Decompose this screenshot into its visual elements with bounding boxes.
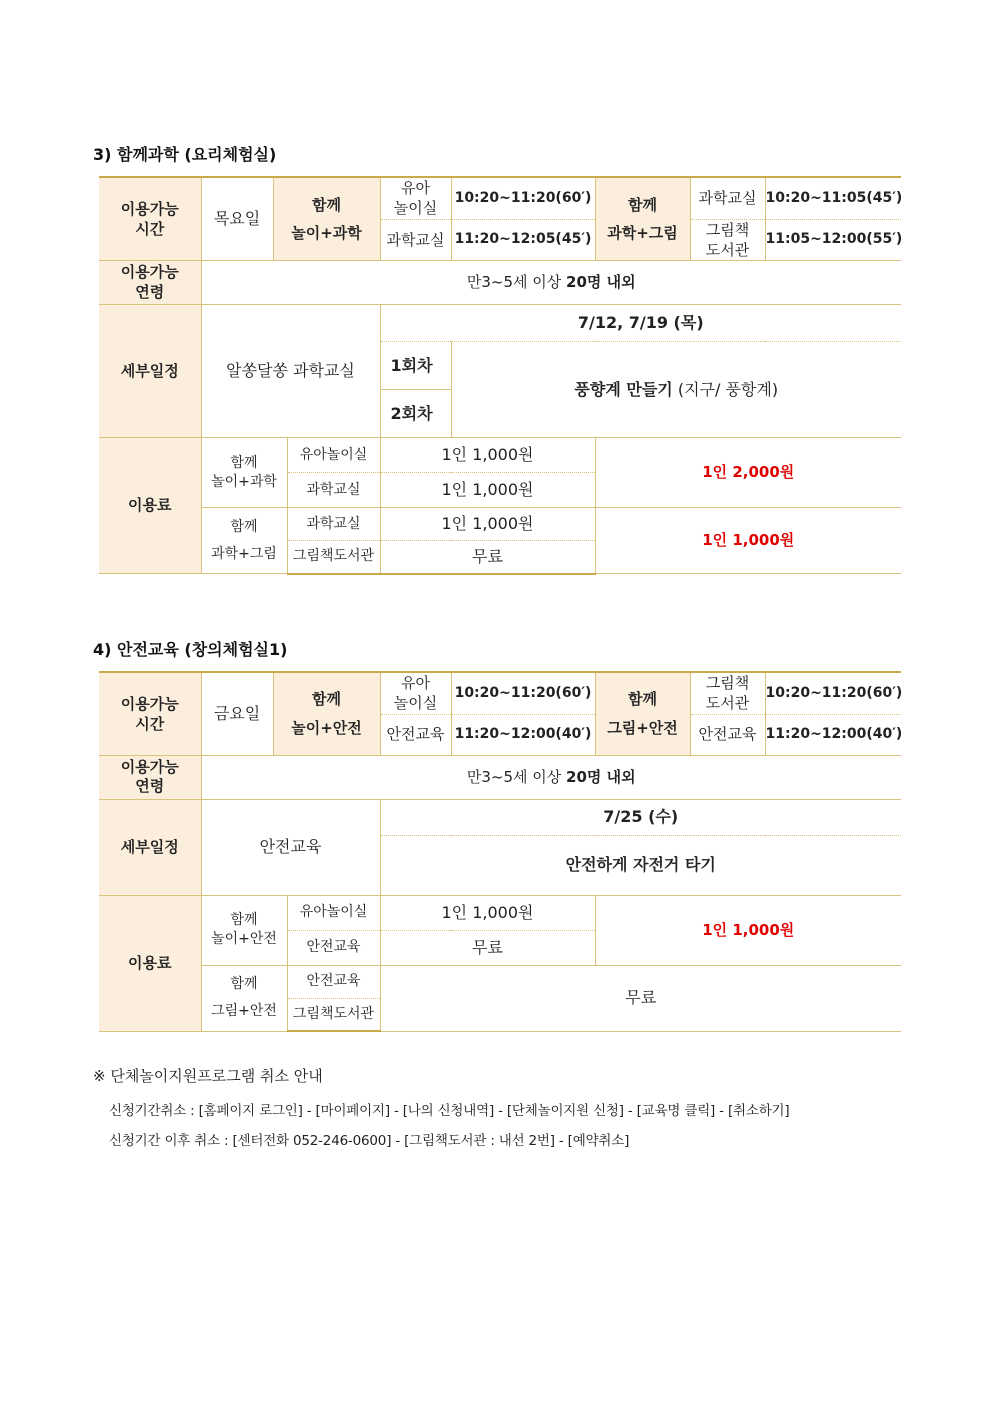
combo1-title: 함께 놀이+과학 [273, 177, 380, 261]
time-label: 이용가능 시간 [99, 177, 201, 261]
section-3-title: 3) 함께과학 (요리체험실) [93, 145, 277, 164]
fee-g1-room1-price: 1인 1,000원 [380, 895, 595, 930]
fee-g1-room2: 과학교실 [287, 473, 380, 508]
fee-label: 이용료 [99, 438, 201, 574]
age-value: 만3~5세 이상 20명 내외 [201, 261, 901, 305]
fee-g2-room2-price: 무료 [380, 541, 595, 574]
combo2-time1: 10:20~11:05(45′) [765, 177, 901, 219]
fee-label: 이용료 [99, 895, 201, 1031]
fee-g2-room1: 안전교육 [287, 965, 380, 998]
age-value: 만3~5세 이상 20명 내외 [201, 755, 901, 799]
program-name: 알쏭달쏭 과학교실 [201, 305, 380, 438]
program-name: 안전교육 [201, 799, 380, 895]
time-label: 이용가능 시간 [99, 672, 201, 755]
day-cell: 금요일 [201, 672, 273, 755]
section-4-table [99, 671, 901, 1032]
combo2-time1: 10:20~11:20(60′) [765, 672, 901, 714]
combo1-time1: 10:20~11:20(60′) [451, 672, 595, 714]
fee-g2-room1-price: 1인 1,000원 [380, 508, 595, 541]
combo2-time2: 11:20~12:00(40′) [765, 714, 901, 755]
activity: 안전하게 자전거 타기 [380, 835, 901, 895]
fee-g2-room2: 그림책도서관 [287, 541, 380, 574]
fee-g1-total: 1인 1,000원 [595, 895, 901, 965]
round-1: 1회차 [380, 342, 451, 390]
combo2-room2: 안전교육 [690, 714, 765, 755]
combo2-title: 함께 과학+그림 [595, 177, 690, 261]
combo1-time2: 11:20~12:00(40′) [451, 714, 595, 755]
cancel-notice-line-1: 신청기간취소 : [홈페이지 로그인] - [마이페이지] - [나의 신청내역] - [단체놀이지원 신청] - [교육명 클릭] - [취소하기] [109, 1103, 790, 1119]
combo2-time2: 11:05~12:00(55′) [765, 219, 901, 261]
fee-g2-total: 1인 1,000원 [595, 508, 901, 574]
fee-group-1: 함께 놀이+안전 [201, 895, 287, 965]
schedule-date: 7/12, 7/19 (목) [380, 305, 901, 342]
cancel-notice-line-2: 신청기간 이후 취소 : [센터전화 052-246-0600] - [그림책도서관 : 내선 2번] - [예약취소] [109, 1133, 630, 1149]
fee-group-2: 함께 그림+안전 [201, 965, 287, 1031]
combo2-room1: 그림책 도서관 [690, 672, 765, 714]
combo1-room2: 과학교실 [380, 219, 451, 261]
age-label: 이용가능 연령 [99, 755, 201, 799]
combo1-room2: 안전교육 [380, 714, 451, 755]
combo1-time2: 11:20~12:05(45′) [451, 219, 595, 261]
age-label: 이용가능 연령 [99, 261, 201, 305]
cancel-notice-title: ※ 단체놀이지원프로그램 취소 안내 [93, 1067, 323, 1085]
fee-group-1: 함께 놀이+과학 [201, 438, 287, 508]
day-cell: 목요일 [201, 177, 273, 261]
combo1-room1: 유아 놀이실 [380, 177, 451, 219]
fee-g1-room2-price: 무료 [380, 930, 595, 965]
fee-g1-room2: 안전교육 [287, 930, 380, 965]
fee-g1-room1: 유아놀이실 [287, 438, 380, 473]
section-3-table [99, 176, 901, 575]
combo2-room2: 그림책 도서관 [690, 219, 765, 261]
combo1-room1: 유아 놀이실 [380, 672, 451, 714]
combo2-title: 함께 그림+안전 [595, 672, 690, 755]
schedule-label: 세부일정 [99, 305, 201, 438]
section-4-title: 4) 안전교육 (창의체험실1) [93, 640, 288, 659]
round-2: 2회차 [380, 390, 451, 438]
combo2-room1: 과학교실 [690, 177, 765, 219]
fee-g2-total: 무료 [380, 965, 901, 1031]
combo1-time1: 10:20~11:20(60′) [451, 177, 595, 219]
fee-group-2: 함께 과학+그림 [201, 508, 287, 574]
fee-g1-room1: 유아놀이실 [287, 895, 380, 930]
activity: 풍향계 만들기 (지구/ 풍항계) [451, 342, 901, 438]
fee-g2-room1: 과학교실 [287, 508, 380, 541]
fee-g1-total: 1인 2,000원 [595, 438, 901, 508]
fee-g1-room2-price: 1인 1,000원 [380, 473, 595, 508]
fee-g2-room2: 그림책도서관 [287, 998, 380, 1031]
schedule-date: 7/25 (수) [380, 799, 901, 835]
combo1-title: 함께 놀이+안전 [273, 672, 380, 755]
schedule-label: 세부일정 [99, 799, 201, 895]
fee-g1-room1-price: 1인 1,000원 [380, 438, 595, 473]
